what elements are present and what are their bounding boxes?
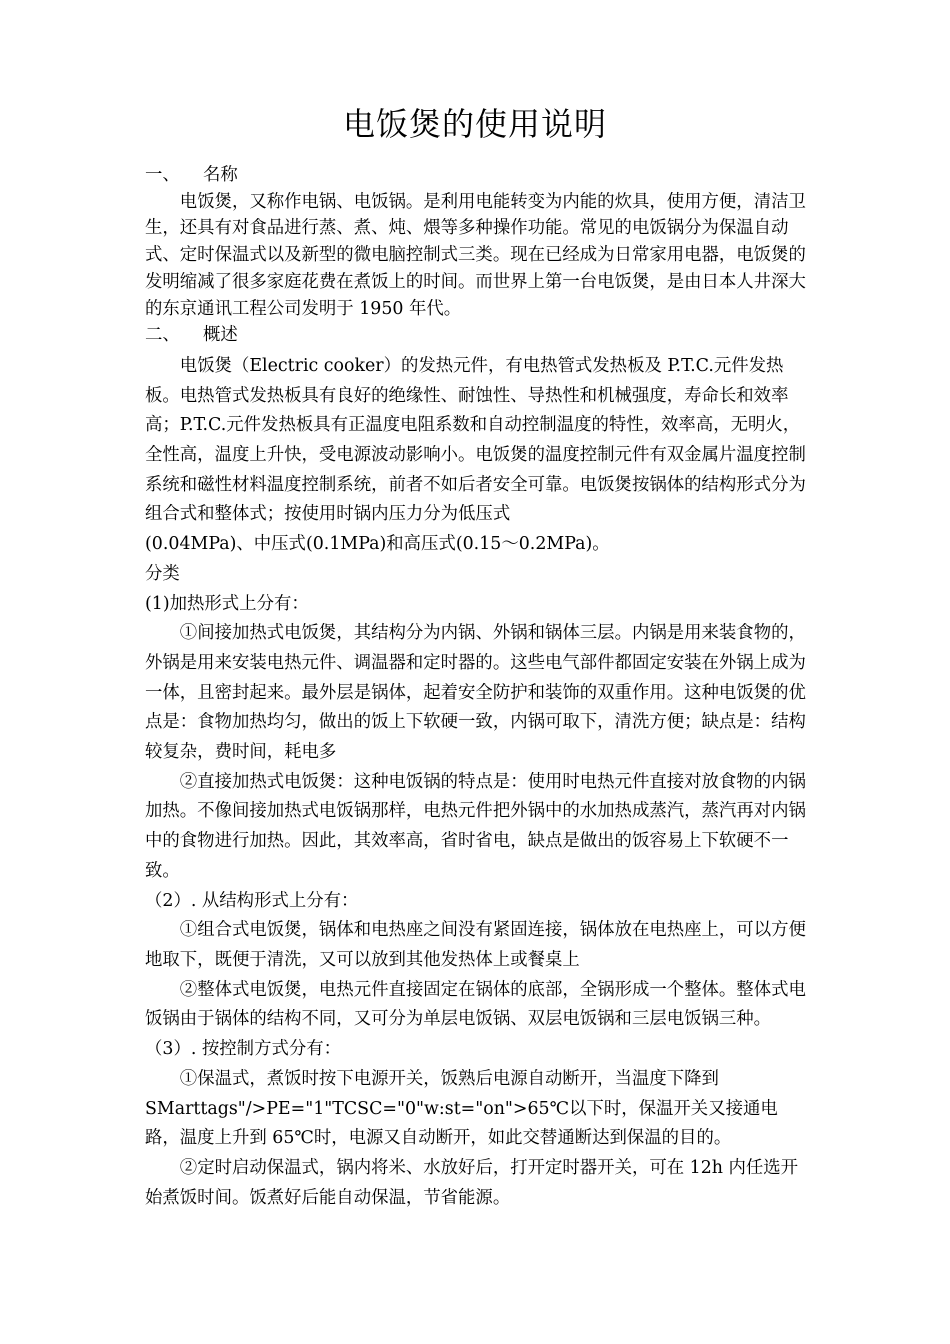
classification-2-heading: （2）. 从结构形式上分有： bbox=[145, 890, 359, 911]
classification-3-heading: （3）. 按控制方式分有： bbox=[145, 1039, 342, 1060]
section-1-paragraph: 电饭煲，又称作电锅、电饭锅。是利用电能转变为内能的炊具，使用方便，清洁卫生，还具有对食品进行蒸、煮、炖、煨等多种操作功能。常见的电饭锅分为保温自动式、定时保温式以及新型的微电脑控制式三类。现在已经成为日常家用电器，电饭煲的发明缩减了很多家庭花费在煮饭上的时间。而世界上第一台电饭煲，是由日本人井深大的东京通讯工程公司发明于 1950 年代。 bbox=[145, 191, 806, 319]
section-2-heading bbox=[145, 322, 810, 349]
classification-1-item-a: ①间接加热式电饭煲，其结构分为内锅、外锅和锅体三层。内锅是用来装食物的，外锅是用来安装电热元件、调温器和定时器的。这些电气部件都固定安装在外锅上成为一体，且密封起来。最外层是锅体，起着安全防护和装饰的双重作用。这种电饭煲的优点是：食物加热均匀，做出的饭上下软硬一致，内锅可取下，清洗方便；缺点是：结构较复杂，费时间，耗电多 bbox=[145, 623, 806, 763]
section-2-paragraph-continued: (0.04MPa)、中压式(0.1MPa)和高压式(0.15～0.2MPa)。 bbox=[145, 534, 610, 555]
classification-heading: 分类 bbox=[145, 563, 180, 584]
classification-1-item-b: ②直接加热式电饭煲：这种电饭锅的特点是：使用时电热元件直接对放食物的内锅加热。不像间接加热式电饭锅那样，电热元件把外锅中的水加热成蒸汽，蒸汽再对内锅中的食物进行加热。因此，其效率高，省时省电，缺点是做出的饭容易上下软硬不一致。 bbox=[145, 771, 806, 881]
classification-3-item-b: ②定时启动保温式，锅内将米、水放好后，打开定时器开关，可在 12h 内任选开始煮饭时间。饭煮好后能自动保温，节省能源。 bbox=[145, 1157, 799, 1208]
section-1-label: 名称 bbox=[203, 165, 238, 185]
section-2-label: 概述 bbox=[203, 325, 238, 346]
section-1-number: 一、 bbox=[145, 165, 180, 185]
classification-3-item-a: ①保温式，煮饭时按下电源开关，饭熟后电源自动断开，当温度下降到 bbox=[179, 1068, 719, 1089]
section-2 bbox=[145, 352, 810, 1213]
classification-2-item-b: ②整体式电饭煲，电热元件直接固定在锅体的底部，全锅形成一个整体。整体式电饭锅由于锅体的结构不同，又可分为单层电饭锅、双层电饭锅和三层电饭锅三种。 bbox=[145, 979, 806, 1030]
section-1 bbox=[145, 162, 810, 349]
section-2-number: 二、 bbox=[145, 325, 180, 346]
classification-3-item-a-continued: SMarttags"/>PE="1"TCSC="0"w:st="on">65℃以下时，保温开关又接通电路，温度上升到 65℃时，电源又自动断开，如此交替通断达到保温的目的。 bbox=[145, 1098, 778, 1149]
page-title: 电饭煲的使用说明 bbox=[342, 105, 607, 143]
classification-1-heading: (1)加热形式上分有： bbox=[145, 593, 309, 614]
classification-2-item-a: ①组合式电饭煲，锅体和电热座之间没有紧固连接，锅体放在电热座上，可以方便地取下，既便于清洗，又可以放到其他发热体上或餐桌上 bbox=[145, 920, 806, 970]
section-2-paragraph: 电饭煲（Electric cooker）的发热元件，有电热管式发热板及 P.T.C.元件发热板。电热管式发热板具有良好的绝缘性、耐蚀性、导热性和机械强度，寿命长和效率高；P.T.C.元件发热板具有正温度电阻系数和自动控制温度的特性，效率高，无明火，全性高，温度上升快，受电源波动影响小。电饭煲的温度控制元件有双金属片温度控制系统和磁性材料温度控制系统，前者不如后者安全可靠。电饭煲按锅体的结构形式分为组合式和整体式；按使用时锅内压力分为低压式 bbox=[145, 355, 806, 525]
section-1-heading bbox=[145, 162, 810, 189]
document-body bbox=[145, 162, 810, 1213]
